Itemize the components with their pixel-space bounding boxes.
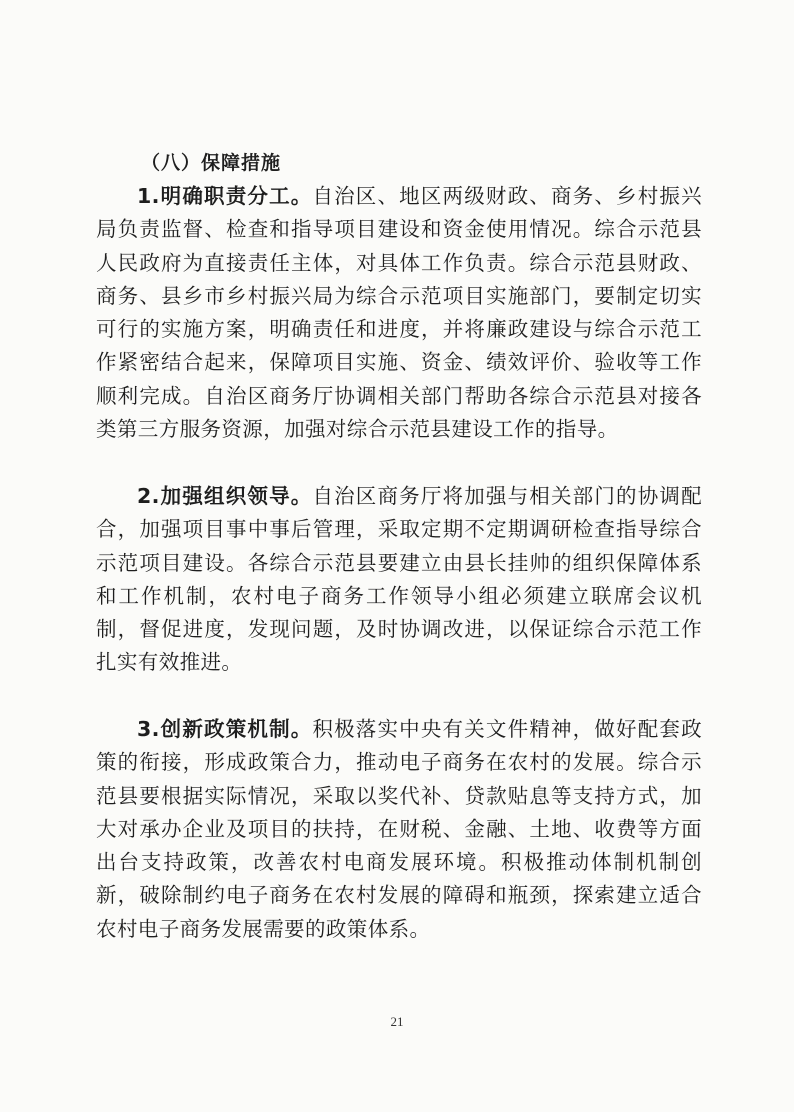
paragraph-policy-innovation [96, 713, 702, 946]
paragraph-clarify-responsibilities [96, 180, 702, 446]
paragraph-lead: 3.创新政策机制。 [137, 717, 313, 741]
paragraph-strengthen-leadership [96, 480, 702, 680]
paragraph-body: 自治区、地区两级财政、商务、乡村振兴局负责监督、检查和指导项目建设和资金使用情况。综合示范县人民政府为直接责任主体，对具体工作负责。综合示范县财政、商务、县乡市乡村振兴局为综合示范项目实施部门，要制定切实可行的实施方案，明确责任和进度，并将廉政建设与综合示范工作紧密结合起来，保障项目实施、资金、绩效评价、验收等工作顺利完成。自治区商务厅协调相关部门帮助各综合示范县对接各类第三方服务资源，加强对综合示范县建设工作的指导。 [96, 184, 702, 442]
page-number: 21 [390, 1014, 404, 1029]
section-heading: （八）保障措施 [141, 152, 282, 174]
paragraph-lead: 2.加强组织领导。 [137, 484, 313, 508]
paragraph-lead: 1.明确职责分工。 [137, 184, 313, 208]
paragraph-body: 积极落实中央有关文件精神，做好配套政策的衔接，形成政策合力，推动电子商务在农村的发展。综合示范县要根据实际情况，采取以奖代补、贷款贴息等支持方式，加大对承办企业及项目的扶持，在财税、金融、土地、收费等方面出台支持政策，改善农村电商发展环境。积极推动体制机制创新，破除制约电子商务在农村发展的障碍和瓶颈，探索建立适合农村电子商务发展需要的政策体系。 [96, 717, 702, 941]
paragraph-body: 自治区商务厅将加强与相关部门的协调配合，加强项目事中事后管理，采取定期不定期调研检查指导综合示范项目建设。各综合示范县要建立由县长挂帅的组织保障体系和工作机制，农村电子商务工作领导小组必须建立联席会议机制，督促进度，发现问题，及时协调改进，以保证综合示范工作扎实有效推进。 [96, 484, 702, 675]
